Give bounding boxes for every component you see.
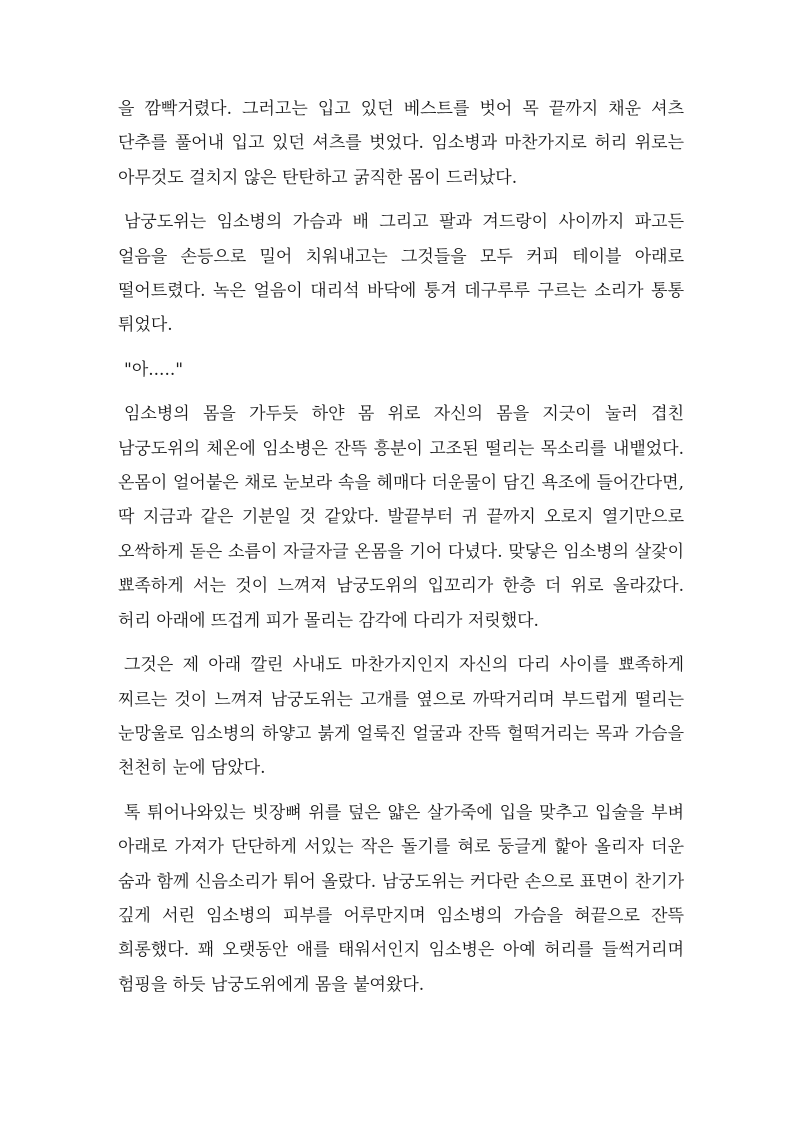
paragraph-3-dialogue: "아....." [124,359,184,380]
paragraph-5: 그것은 제 아래 깔린 사내도 마찬가지인지 자신의 다리 사이를 뾰족하게 찌르는 것이 느껴져 남궁도위는 고개를 옆으로 까딱거리며 부드럽게 떨리는 눈망울로 임소병의 하얗고 붉게 얼룩진 얼굴과 잔뜩 헐떡거리는 목과 가슴을 천천히 눈에 담았다. [118,655,684,779]
paragraph-1: 을 깜빡거렸다. 그러고는 입고 있던 베스트를 벗어 목 끝까지 채운 셔츠 단추를 풀어내 입고 있던 셔츠를 벗었다. 임소병과 마찬가지로 허리 위로는 아무것도 걸치지 않은 탄탄하고 굵직한 몸이 드러났다. [118,99,684,188]
paragraph-4: 임소병의 몸을 가두듯 하얀 몸 위로 자신의 몸을 지긋이 눌러 겹친 남궁도위의 체온에 임소병은 잔뜩 흥분이 고조된 떨리는 목소리를 내뱉었다. 온몸이 얼어붙은 채로 눈보라 속을 헤매다 더운물이 담긴 욕조에 들어간다면, 딱 지금과 같은 기분일 것 같았다. 발끝부터 귀 끝까지 오로지 열기만으로 오싹하게 돋은 소름이 자글자글 온몸을 기어 다녔다. 맞닿은 임소병의 살갗이 뾰족하게 서는 것이 느껴져 남궁도위의 입꼬리가 한층 더 위로 올라갔다. 허리 아래에 뜨겁게 피가 몰리는 감각에 다리가 저릿했다. [118,404,684,631]
paragraph-6: 톡 튀어나와있는 빗장뼈 위를 덮은 얇은 살가죽에 입을 맞추고 입술을 부벼 아래로 가져가 단단하게 서있는 작은 돌기를 혀로 둥글게 핥아 올리자 더운 숨과 함께 신음소리가 튀어 올랐다. 남궁도위는 커다란 손으로 표면이 찬기가 깊게 서린 임소병의 피부를 어루만지며 임소병의 가슴을 혀끝으로 잔뜩 희롱했다. 꽤 오랫동안 애를 태워서인지 임소병은 아예 허리를 들썩거리며 험핑을 하듯 남궁도위에게 몸을 붙여왔다. [118,802,684,995]
document-page [118,92,684,1012]
paragraph-2: 남궁도위는 임소병의 가슴과 배 그리고 팔과 겨드랑이 사이까지 파고든 얼음을 손등으로 밀어 치워내고는 그것들을 모두 커피 테이블 아래로 떨어트렸다. 녹은 얼음이 대리석 바닥에 퉁겨 데구루루 구르는 소리가 통통 튀었다. [118,212,684,336]
